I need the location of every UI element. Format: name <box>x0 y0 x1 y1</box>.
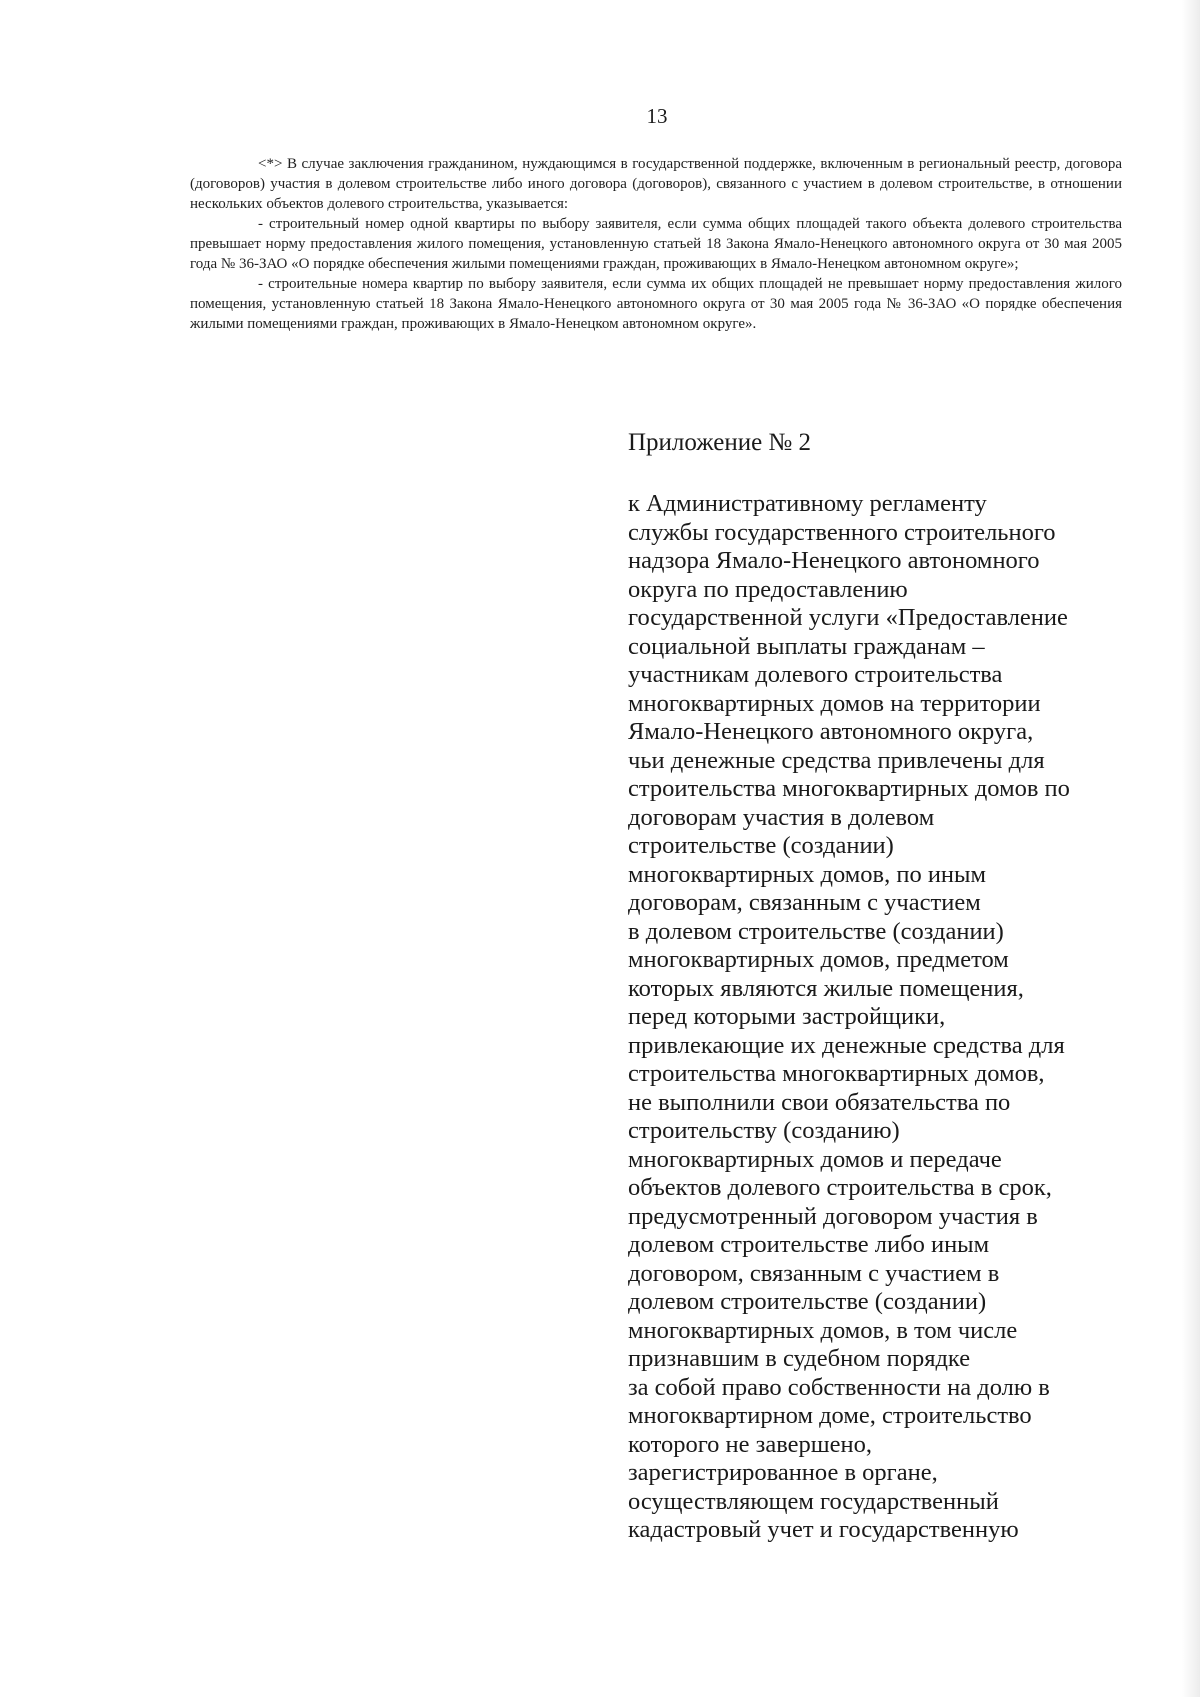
annex-line: социальной выплаты гражданам – <box>628 632 985 660</box>
annex-line: договорам участия в долевом <box>628 803 935 831</box>
annex-line: государственной услуги «Предоставление <box>628 604 1068 631</box>
annex-line: строительства многоквартирных домов по <box>628 775 1070 802</box>
page-number: 13 <box>646 104 668 128</box>
annex-line: долевом строительстве (создании) <box>628 1288 987 1315</box>
footnote-paragraph: - строительный номер одной квартиры по выбору заявителя, если сумма общих площадей такого объекта долевого строительства превышает норму предоставления жилого помещения, установленную статьей 18 Закона Ямало-Ненецкого автономного округа от 30 мая 2005 года № 36-ЗАО «О порядке обеспечения жилыми помещениями граждан, проживающих в Ямало-Ненецком автономном округе»; <box>190 216 1122 272</box>
footnote-paragraph: <*> В случае заключения гражданином, нуждающимся в государственной поддержке, включенным в региональный реестр, договора (договоров) участия в долевом строительстве либо иного договора (договоров), связанного с участием в долевом строительстве, в отношении нескольких объектов долевого строительства, указывается: <box>190 156 1122 212</box>
annex-line: строительства многоквартирных домов, <box>628 1060 1045 1087</box>
annex-line: многоквартирных домов и передаче <box>628 1145 1002 1173</box>
annex-line: службы государственного строительного <box>628 518 1056 546</box>
annex-title: Приложение № 2 <box>628 429 812 456</box>
annex-line: привлекающие их денежные средства для <box>628 1031 1065 1059</box>
annex-line: строительстве (создании) <box>628 832 894 859</box>
annex-line: многоквартирном доме, строительство <box>628 1402 1032 1429</box>
annex-line: к Административному регламенту <box>628 490 987 517</box>
annex-line: долевом строительстве либо иным <box>628 1231 990 1258</box>
annex-line: которого не завершено, <box>628 1430 872 1458</box>
annex-line: которых являются жилые помещения, <box>628 974 1024 1002</box>
annex-header <box>628 428 1128 1545</box>
annex-line: договором, связанным с участием в <box>628 1259 1000 1287</box>
annex-body <box>628 490 1128 1545</box>
annex-line: зарегистрированное в органе, <box>628 1459 938 1486</box>
annex-line: признавшим в судебном порядке <box>628 1345 971 1372</box>
annex-line: многоквартирных домов, предметом <box>628 946 1009 973</box>
annex-line: договорам, связанным с участием <box>628 889 981 916</box>
annex-line: многоквартирных домов, по иным <box>628 860 987 888</box>
annex-line: строительству (созданию) <box>628 1117 900 1144</box>
annex-line: не выполнили свои обязательства по <box>628 1088 1011 1116</box>
annex-line: осуществляющем государственный <box>628 1487 999 1515</box>
annex-line: за собой право собственности на долю в <box>628 1373 1050 1401</box>
annex-line: округа по предоставлению <box>628 575 908 603</box>
annex-line: Ямало-Ненецкого автономного округа, <box>628 718 1034 745</box>
footnote <box>190 154 1122 334</box>
annex-line: предусмотренный договором участия в <box>628 1202 1038 1230</box>
annex-line: участникам долевого строительства <box>628 661 1003 688</box>
annex-line: чьи денежные средства привлечены для <box>628 746 1045 774</box>
annex-line: кадастровый учет и государственную <box>628 1516 1019 1543</box>
annex-line: в долевом строительстве (создании) <box>628 917 1004 945</box>
annex-line: многоквартирных домов, в том числе <box>628 1316 1018 1344</box>
annex-line: надзора Ямало-Ненецкого автономного <box>628 547 1040 574</box>
annex-line: объектов долевого строительства в срок, <box>628 1174 1052 1201</box>
scan-page-edge <box>1182 0 1200 1697</box>
annex-line: перед которыми застройщики, <box>628 1003 946 1030</box>
footnote-paragraph: - строительные номера квартир по выбору заявителя, если сумма их общих площадей не превышает норму предоставления жилого помещения, установленную статьей 18 Закона Ямало-Ненецкого автономного округа от 30 мая 2005 года № 36-ЗАО «О порядке обеспечения жилыми помещениями граждан, проживающих в Ямало-Ненецком автономном округе». <box>190 276 1122 332</box>
annex-line: многоквартирных домов на территории <box>628 689 1041 717</box>
